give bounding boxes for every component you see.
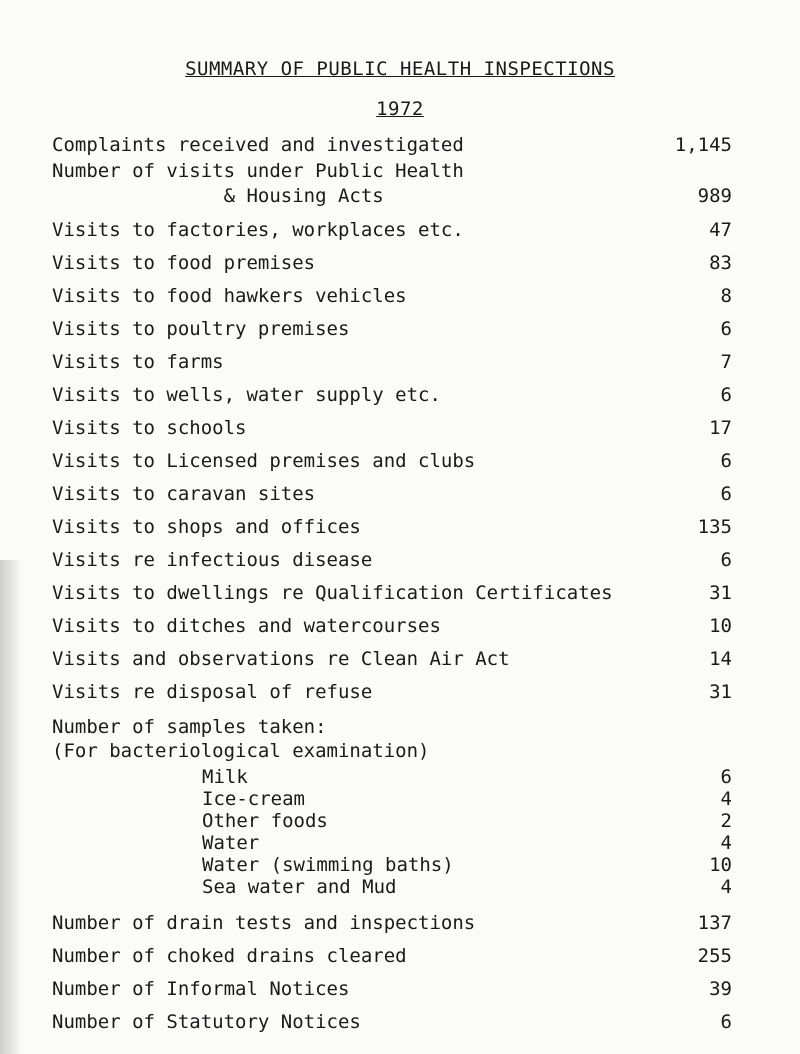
row-value: 6 [720,450,732,472]
scan-shadow [0,560,22,1054]
row-label: Visits to schools [52,417,247,439]
row-label: Number of visits under Public Health [52,160,464,182]
row-value: 6 [720,384,732,406]
list-item [52,582,732,606]
row-label: (For bacteriological examination) [52,740,430,762]
row-label: Number of Informal Notices [52,978,350,1000]
list-item [52,740,732,764]
row-value: 6 [720,318,732,340]
row-label: Visits to caravan sites [52,483,316,505]
list-item [52,417,732,441]
list-item [52,516,732,540]
sample-value: 2 [720,810,732,832]
row-value: 10 [709,615,732,637]
sample-value: 4 [720,788,732,810]
sample-value: 4 [720,876,732,898]
list-item [52,681,732,705]
row-label: Visits to dwellings re Qualification Certificates [52,582,613,604]
row-label: Number of samples taken: [52,716,327,738]
row-label: Visits and observations re Clean Air Act [52,648,510,670]
row-label: Visits to shops and offices [52,516,361,538]
row-label: Complaints received and investigated [52,134,464,156]
row-value: 6 [720,549,732,571]
list-item [52,318,732,342]
list-item [52,978,732,1002]
list-item [52,160,732,184]
sample-label: Other foods [202,810,328,832]
row-label: Visits re infectious disease [52,549,373,571]
row-value: 6 [720,483,732,505]
row-value: 8 [720,285,732,307]
row-value: 31 [709,582,732,604]
row-label: Visits to poultry premises [52,318,350,340]
list-item [52,134,732,158]
row-value: 39 [709,978,732,1000]
row-value: 83 [709,252,732,274]
sample-label: Sea water and Mud [202,876,397,898]
row-value: 137 [697,912,732,934]
row-value: 14 [709,648,732,670]
sample-label: Water [202,832,260,854]
row-label: Visits to farms [52,351,224,373]
row-label: Visits re disposal of refuse [52,681,373,703]
list-item [52,450,732,474]
row-label: Visits to factories, workplaces etc. [52,219,464,241]
list-item [52,716,732,740]
row-value: 47 [709,219,732,241]
row-value: 17 [709,417,732,439]
list-item [52,219,732,243]
sample-label: Milk [202,766,248,788]
row-label: Visits to food premises [52,252,316,274]
sample-label: Water (swimming baths) [202,854,454,876]
list-item [52,912,732,936]
sample-value: 4 [720,832,732,854]
page-title: SUMMARY OF PUBLIC HEALTH INSPECTIONS [185,58,615,80]
sample-value: 10 [709,854,732,876]
list-item [52,1011,732,1035]
sample-label: Ice-cream [202,788,305,810]
list-item [52,483,732,507]
row-value: 6 [720,1011,732,1033]
row-value: 135 [697,516,732,538]
list-item [52,252,732,276]
row-label: Visits to wells, water supply etc. [52,384,441,406]
list-item [52,945,732,969]
list-item [52,549,732,573]
list-item [52,384,732,408]
row-value: 7 [720,351,732,373]
row-label: Visits to ditches and watercourses [52,615,441,637]
row-value: 1,145 [674,134,732,156]
list-item [52,285,732,309]
list-item [52,615,732,639]
list-item [52,351,732,375]
sample-value: 6 [720,766,732,788]
row-value: 255 [697,945,732,967]
row-value: 31 [709,681,732,703]
list-item [52,185,732,209]
row-value: 989 [697,185,732,207]
row-label: Number of drain tests and inspections [52,912,476,934]
row-label: Visits to Licensed premises and clubs [52,450,476,472]
row-label: Visits to food hawkers vehicles [52,285,407,307]
list-item [52,648,732,672]
row-label: & Housing Acts [52,185,384,207]
year-heading: 1972 [376,98,424,120]
row-label: Number of choked drains cleared [52,945,407,967]
row-label: Number of Statutory Notices [52,1011,361,1033]
